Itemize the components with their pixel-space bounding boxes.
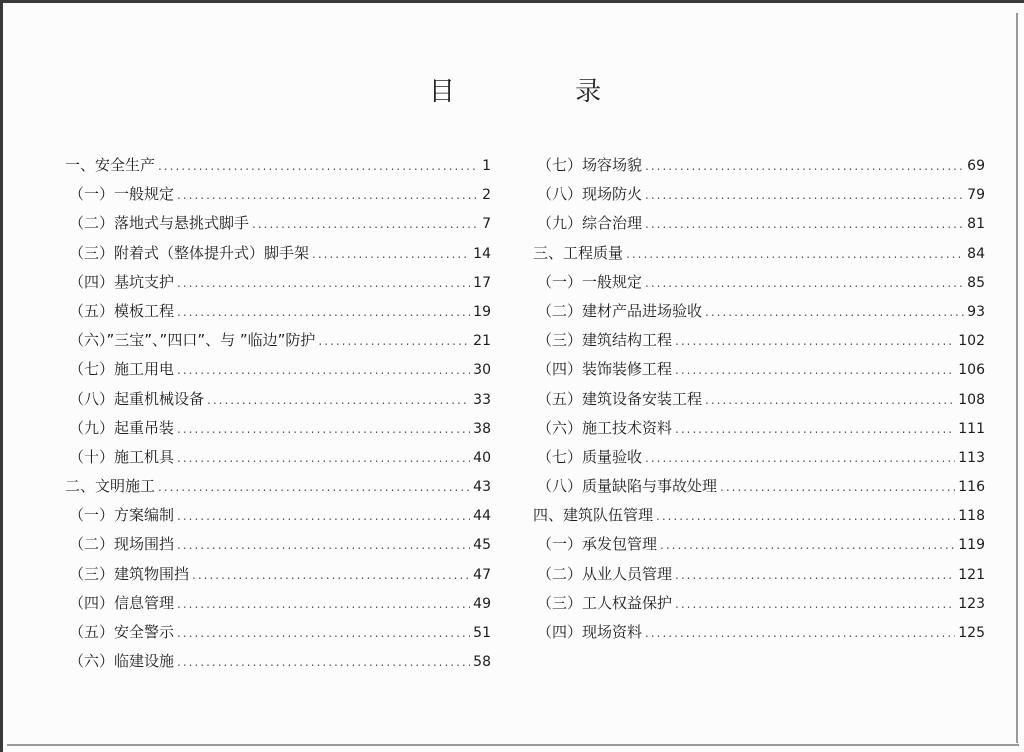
toc-entry-label: （五）建筑设备安装工程 [537, 389, 703, 408]
leader-dots [626, 240, 964, 269]
toc-entry-page: 43 [473, 479, 491, 496]
toc-entry-page: 119 [958, 537, 985, 554]
toc-entry-page: 123 [958, 595, 985, 612]
toc-entry[interactable] [533, 414, 985, 443]
toc-entry-label: （七）场容场貌 [537, 156, 643, 174]
toc-entry[interactable] [533, 501, 985, 530]
toc-entry-page: 108 [958, 391, 985, 408]
leader-dots [675, 327, 955, 356]
toc-entry[interactable] [533, 385, 985, 414]
toc-entry[interactable] [533, 326, 985, 355]
leader-dots [177, 444, 470, 473]
toc-entry[interactable] [65, 209, 491, 238]
leader-dots [705, 298, 964, 327]
leader-dots [675, 561, 955, 590]
toc-entry-page: 1 [482, 158, 491, 174]
toc-entry-page: 69 [967, 158, 985, 174]
toc-entry-label: （十）施工机具 [69, 447, 175, 466]
toc-entry-label: （一）一般规定 [537, 272, 643, 291]
toc-entry[interactable] [533, 589, 985, 618]
toc-entry-label: （二）建材产品进场验收 [537, 301, 703, 320]
leader-dots [645, 181, 964, 210]
toc-entry-label: （一）承发包管理 [537, 535, 658, 554]
toc-entry-label: （六）”三宝”、”四口”、与 ”临边”防护 [69, 331, 316, 350]
toc-entry-page: 49 [473, 595, 491, 612]
toc-entry[interactable] [533, 355, 985, 384]
toc-entry-label: （九）起重吊装 [69, 418, 175, 437]
toc-entry[interactable] [65, 618, 491, 647]
toc-entry-page: 19 [473, 303, 491, 320]
toc-entry[interactable] [65, 472, 491, 501]
toc-entry[interactable] [533, 180, 985, 209]
toc-entry-page: 38 [473, 420, 491, 437]
leader-dots [192, 561, 470, 590]
toc-entry-page: 21 [473, 333, 491, 350]
toc-entry-page: 40 [473, 449, 491, 466]
toc-entry-label: （四）现场资料 [537, 623, 643, 641]
toc-right-column [533, 151, 985, 647]
toc-entry[interactable] [533, 209, 985, 238]
toc-entry-label: （五）安全警示 [69, 623, 175, 641]
toc-entry[interactable] [533, 151, 985, 180]
leader-dots [645, 444, 955, 473]
toc-entry[interactable] [533, 268, 985, 297]
toc-entry-label: （二）落地式与悬挑式脚手 [69, 214, 250, 233]
toc-entry-page: 102 [958, 333, 985, 350]
toc-entry[interactable] [533, 297, 985, 326]
page-edge-bottom [7, 744, 1019, 746]
toc-entry[interactable] [65, 443, 491, 472]
leader-dots [720, 473, 955, 502]
toc-entry-label: （二）现场围挡 [69, 535, 175, 554]
toc-entry-label: （三）工人权益保护 [537, 593, 673, 612]
toc-entry-page: 116 [958, 479, 985, 496]
toc-entry-page: 79 [967, 187, 985, 204]
leader-dots [158, 473, 470, 502]
leader-dots [177, 648, 470, 677]
toc-entry[interactable] [65, 530, 491, 559]
toc-entry-label: （六）临建设施 [69, 652, 175, 671]
toc-entry-page: 33 [473, 391, 491, 408]
toc-entry-page: 14 [473, 245, 491, 262]
toc-entry-page: 2 [482, 187, 491, 204]
toc-entry-label: （一）一般规定 [69, 185, 175, 204]
leader-dots [177, 590, 470, 619]
toc-entry-page: 45 [473, 537, 491, 554]
toc-entry-page: 106 [958, 362, 985, 379]
toc-entry-label: （八）现场防火 [537, 185, 643, 204]
toc-entry-label: （四）信息管理 [69, 593, 175, 612]
toc-entry-page: 84 [967, 245, 985, 262]
toc-entry-label: （八）质量缺陷与事故处理 [537, 477, 718, 496]
toc-entry-page: 44 [473, 508, 491, 525]
toc-entry[interactable] [65, 268, 491, 297]
toc-entry-page: 85 [967, 274, 985, 291]
leader-dots [675, 415, 955, 444]
toc-entry-page: 58 [473, 654, 491, 671]
toc-entry-page: 118 [958, 508, 985, 525]
page-title: 目 录 [428, 77, 658, 107]
toc-entry[interactable] [65, 151, 491, 180]
toc-entry-label: 二、文明施工 [65, 477, 156, 496]
leader-dots [645, 619, 955, 648]
toc-entry-page: 47 [473, 566, 491, 583]
toc-entry-page: 17 [473, 274, 491, 291]
toc-entry[interactable] [533, 530, 985, 559]
toc-entry[interactable] [533, 443, 985, 472]
toc-entry-label: （二）从业人员管理 [537, 564, 673, 583]
toc-left-column [65, 151, 491, 676]
leader-dots [656, 502, 955, 531]
leader-dots [158, 152, 479, 181]
toc-entry-page: 30 [473, 362, 491, 379]
toc-entry[interactable] [533, 239, 985, 268]
toc-entry[interactable] [65, 414, 491, 443]
toc-entry-label: （四）装饰装修工程 [537, 360, 673, 379]
toc-entry-label: （六）施工技术资料 [537, 418, 673, 437]
leader-dots [705, 386, 955, 415]
toc-entry-label: （九）综合治理 [537, 214, 643, 233]
leader-dots [645, 210, 964, 239]
leader-dots [207, 386, 470, 415]
toc-entry[interactable] [65, 297, 491, 326]
leader-dots [177, 298, 470, 327]
leader-dots [177, 181, 479, 210]
toc-entry[interactable] [533, 472, 985, 501]
leader-dots [645, 269, 964, 298]
leader-dots [675, 356, 955, 385]
leader-dots [177, 415, 470, 444]
toc-entry[interactable] [65, 501, 491, 530]
toc-entry[interactable] [533, 560, 985, 589]
toc-entry-label: （四）基坑支护 [69, 272, 175, 291]
toc-entry-label: （七）质量验收 [537, 447, 643, 466]
toc-entry-label: （七）施工用电 [69, 360, 175, 379]
toc-entry-page: 51 [473, 625, 491, 641]
page-edge-right [1016, 13, 1018, 743]
leader-dots [645, 152, 964, 181]
toc-entry-label: 一、安全生产 [65, 156, 156, 174]
toc-entry-page: 81 [967, 216, 985, 233]
leader-dots [177, 356, 470, 385]
leader-dots [660, 531, 955, 560]
leader-dots [252, 210, 479, 239]
toc-entry[interactable] [65, 239, 491, 268]
toc-entry-page: 121 [958, 566, 985, 583]
toc-entry-label: （三）建筑结构工程 [537, 331, 673, 350]
leader-dots [675, 590, 955, 619]
toc-entry[interactable] [65, 647, 491, 676]
leader-dots [318, 327, 470, 356]
toc-entry[interactable] [65, 560, 491, 589]
toc-entry[interactable] [533, 618, 985, 647]
toc-entry-page: 93 [967, 303, 985, 320]
toc-entry-page: 111 [958, 420, 985, 437]
toc-entry-page: 125 [958, 625, 985, 641]
leader-dots [177, 619, 470, 648]
toc-entry[interactable] [65, 385, 491, 414]
toc-entry-page: 7 [482, 216, 491, 233]
leader-dots [177, 502, 470, 531]
leader-dots [177, 531, 470, 560]
toc-entry-label: 四、建筑队伍管理 [533, 506, 654, 525]
toc-entry-label: 三、工程质量 [533, 243, 624, 262]
toc-entry[interactable] [65, 355, 491, 384]
toc-entry-page: 113 [958, 449, 985, 466]
toc-entry-label: （三）建筑物围挡 [69, 564, 190, 583]
toc-entry-label: （三）附着式（整体提升式）脚手架 [69, 243, 310, 262]
toc-entry-label: （八）起重机械设备 [69, 389, 205, 408]
toc-entry-label: （一）方案编制 [69, 506, 175, 525]
leader-dots [312, 240, 470, 269]
toc-entry[interactable] [65, 326, 491, 355]
toc-entry[interactable] [65, 180, 491, 209]
toc-entry-label: （五）模板工程 [69, 301, 175, 320]
leader-dots [177, 269, 470, 298]
toc-entry[interactable] [65, 589, 491, 618]
